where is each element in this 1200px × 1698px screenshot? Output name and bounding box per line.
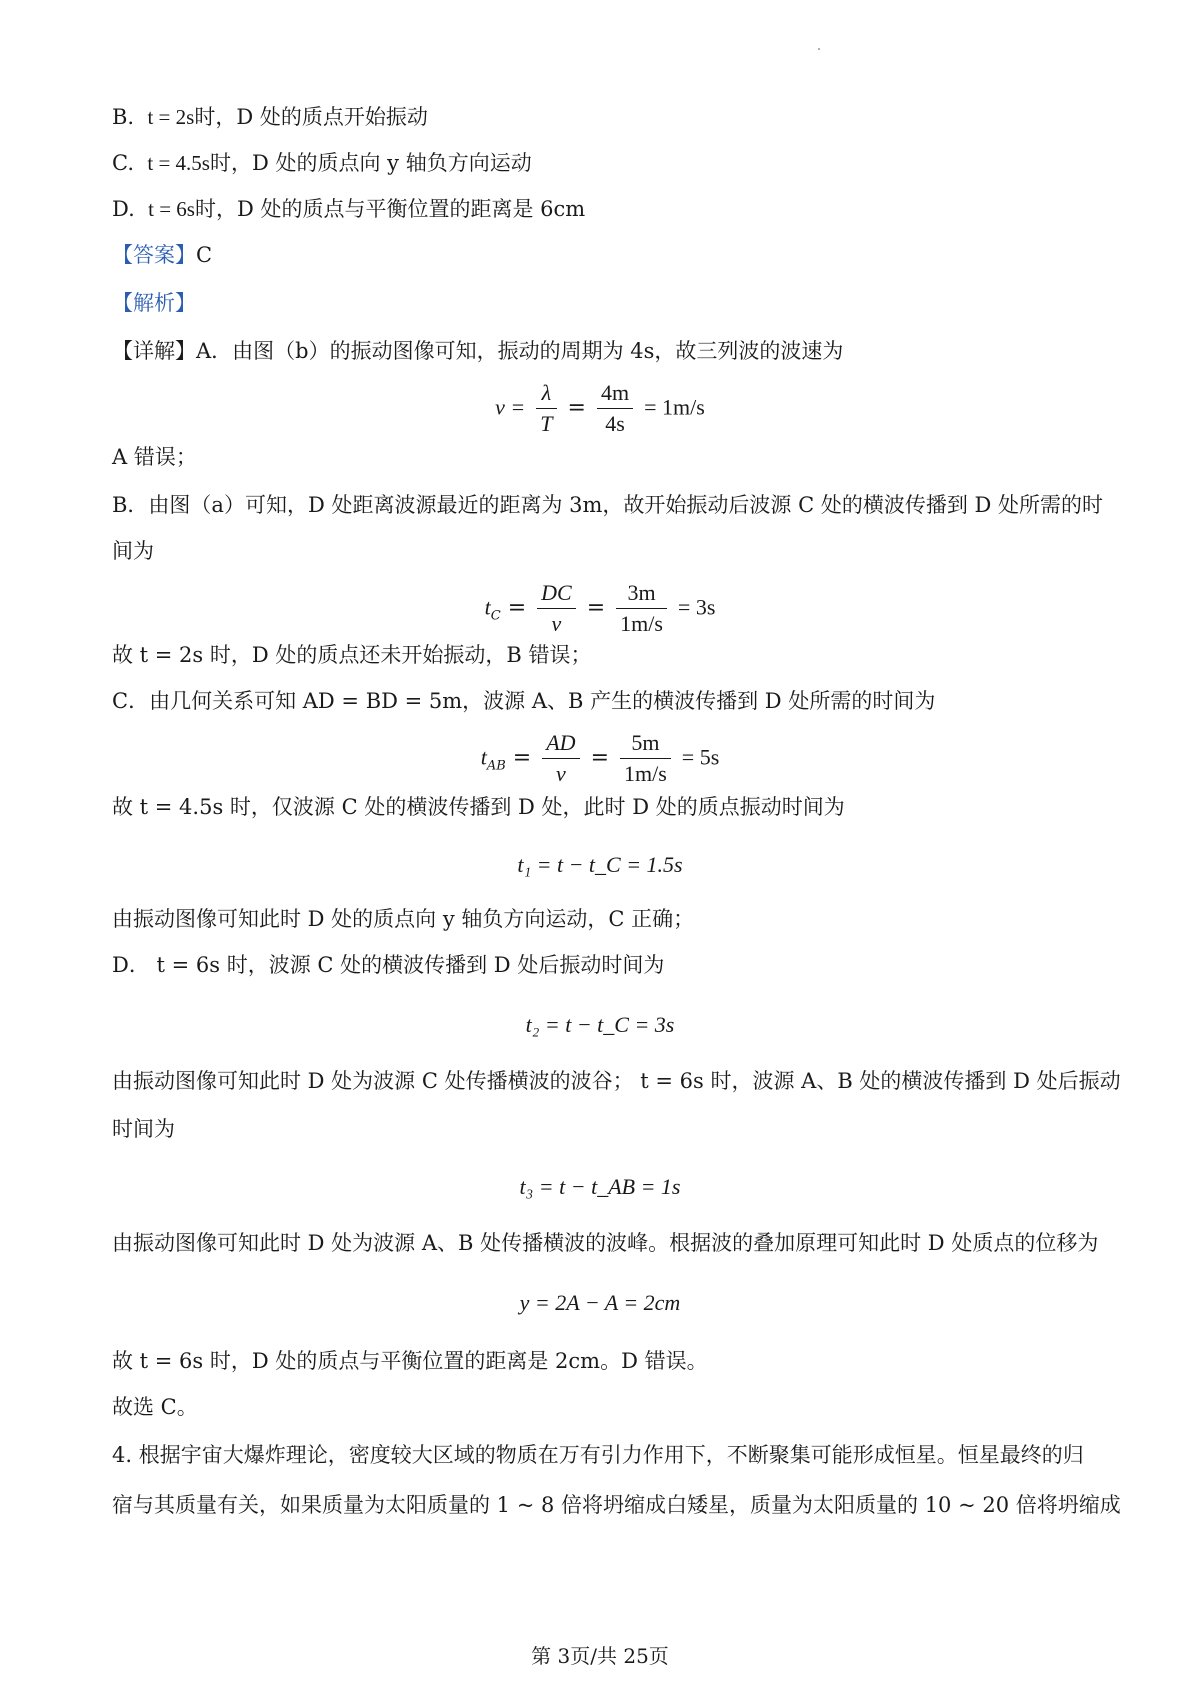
detail-c-line2: 故 t = 4.5s 时，仅波源 C 处的横波传播到 D 处，此时 D 处的质点振动时间为 xyxy=(112,795,845,819)
detail-a-intro-text: A．由图（b）的振动图像可知，振动的周期为 4s，故三列波的波速为 xyxy=(196,339,844,363)
eq-v-num2: 4m xyxy=(597,378,633,409)
option-c-math: t = 4.5s xyxy=(147,151,210,175)
detail-tag: 【详解】 xyxy=(112,339,196,363)
eq-tc-mid: = xyxy=(586,595,606,621)
option-c-label: C. xyxy=(112,151,134,175)
option-d-label: D. xyxy=(112,197,135,221)
detail-d-line2: 由振动图像可知此时 D 处为波源 C 处传播横波的波谷； t = 6s 时，波源 A、B 处的横波传播到 D 处后振动 xyxy=(112,1069,1121,1093)
detail-choose: 故选 C。 xyxy=(112,1395,198,1419)
eq-tc-den1: v xyxy=(551,611,562,636)
eq-v-rhs: = 1m/s xyxy=(644,394,705,420)
eq-tab-lhs: t xyxy=(480,744,487,770)
option-c xyxy=(112,148,532,178)
detail-c-intro: C．由几何关系可知 AD = BD = 5m，波源 A、B 产生的横波传播到 D 处所需的时间为 xyxy=(112,689,936,713)
eq-v-lhs: v = xyxy=(495,394,526,420)
eq-tab-frac2 xyxy=(620,728,671,789)
eq-tab-sub: AB xyxy=(486,758,506,774)
eq-v-den1: T xyxy=(540,411,553,436)
eq-v-mid: = xyxy=(567,395,586,421)
eq-tab-num2: 5m xyxy=(620,728,671,759)
eq-tab-rhs: = 5s xyxy=(681,744,720,770)
eq-tc-frac2 xyxy=(616,578,667,639)
detail-d-line4: 由振动图像可知此时 D 处为波源 A、B 处传播横波的波峰。根据波的叠加原理可知此时 D 处质点的位移为 xyxy=(112,1231,1099,1255)
eq-v-frac2 xyxy=(597,378,633,439)
equation-velocity xyxy=(0,378,1200,439)
detail-c-result: 由振动图像可知此时 D 处的质点向 y 轴负方向运动，C 正确； xyxy=(112,907,695,931)
detail-b-result: 故 t = 2s 时，D 处的质点还未开始振动，B 错误； xyxy=(112,643,592,667)
eq-tc-frac1 xyxy=(537,578,576,639)
option-b-math: t = 2s xyxy=(147,105,195,129)
eq-tab-mid: = xyxy=(590,745,609,771)
detail-b-intro-2: 间为 xyxy=(112,539,154,563)
option-b xyxy=(112,102,428,132)
option-b-text: 时，D 处的质点开始振动 xyxy=(194,105,428,129)
eq-v-den2: 4s xyxy=(605,411,625,436)
page-footer: 第 3页/共 25页 xyxy=(531,1644,669,1668)
scan-dot xyxy=(818,48,820,50)
eq-tab-den2: 1m/s xyxy=(624,761,667,786)
eq-tc-sub: C xyxy=(490,608,501,624)
answer-tag: 【答案】 xyxy=(112,243,196,267)
detail-b-intro-1: B．由图（a）可知，D 处距离波源最近的距离为 3m，故开始振动后波源 C 处的横波传播到 D 处所需的时 xyxy=(112,493,1104,517)
equation-tc xyxy=(0,578,1200,639)
detail-a-intro xyxy=(112,336,843,366)
answer-line xyxy=(112,240,212,270)
eq-tab-den1: v xyxy=(556,761,566,786)
eq-v-num1: λ xyxy=(536,378,556,409)
equation-tab xyxy=(0,728,1200,789)
equation-t1: t₁ = t − t_C = 1.5s xyxy=(517,852,683,877)
eq-tc-lhs: t xyxy=(484,594,491,620)
eq-tab-frac1 xyxy=(542,728,579,789)
option-c-text: 时，D 处的质点向 y 轴负方向运动 xyxy=(209,151,532,175)
option-d xyxy=(112,194,585,224)
q4-line2: 宿与其质量有关，如果质量为太阳质量的 1 ~ 8 倍将坍缩成白矮星，质量为太阳质量的 10 ~ 20 倍将坍缩成 xyxy=(112,1493,1121,1517)
eq-v-frac1 xyxy=(536,378,556,439)
eq-tc-num2: 3m xyxy=(616,578,667,609)
option-d-math: t = 6s xyxy=(148,197,195,221)
eq-tab-num1: AD xyxy=(542,728,579,759)
eq-tc-num1: DC xyxy=(537,578,576,609)
detail-d-result: 故 t = 6s 时，D 处的质点与平衡位置的距离是 2cm。D 错误。 xyxy=(112,1349,708,1373)
option-b-label: B. xyxy=(112,105,135,129)
detail-d-intro: D． t = 6s 时，波源 C 处的横波传播到 D 处后振动时间为 xyxy=(112,953,665,977)
equation-t2: t₂ = t − t_C = 3s xyxy=(525,1012,675,1037)
q4-line1: 4. 根据宇宙大爆炸理论，密度较大区域的物质在万有引力作用下，不断聚集可能形成恒星。恒星最终的归 xyxy=(112,1443,1084,1467)
eq-tc-eq1: = xyxy=(507,595,527,621)
equation-t3: t₃ = t − t_AB = 1s xyxy=(519,1174,681,1199)
detail-a-result: A 错误； xyxy=(112,445,197,469)
analysis-tag: 【解析】 xyxy=(112,291,196,315)
eq-tc-rhs: = 3s xyxy=(677,594,716,620)
answer-value: C xyxy=(196,243,213,267)
option-d-text: 时，D 处的质点与平衡位置的距离是 6cm xyxy=(194,197,586,221)
detail-d-line3: 时间为 xyxy=(112,1117,175,1141)
eq-tc-den2: 1m/s xyxy=(620,611,663,636)
eq-tab-eq1: = xyxy=(512,745,532,771)
equation-y: y = 2A − A = 2cm xyxy=(519,1290,681,1315)
